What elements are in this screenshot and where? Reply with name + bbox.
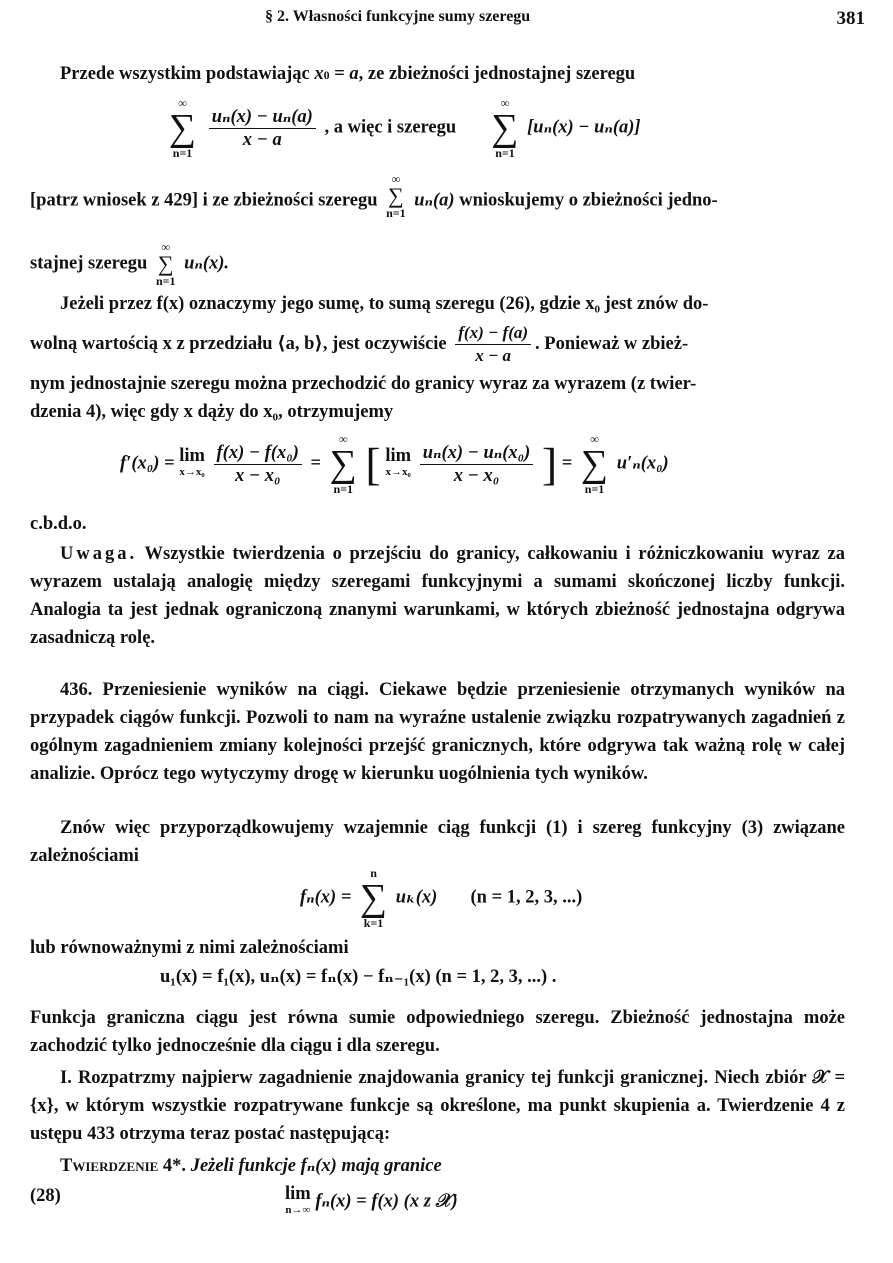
fraction: $\frac{f(x) - f(a)}{x - a}$ [455, 322, 531, 367]
theorem-4-star: Twierdzenie 4*. Jeżeli funkcje fₙ(x) mają granice [60, 1156, 442, 1176]
equation-differences: u₁(x) = f₁(x), uₙ(x) = fₙ(x) − fₙ₋₁(x) (n = 1, 2, 3, ...) . [160, 967, 557, 987]
equation-series-pair: ∞ ∑ n=1 $\frac{\text{uₙ(x) − uₙ(a)}}{x - a}$ , a więc i szeregu ∞ ∑ n=1 [uₙ(x) − uₙ(a)] [169, 96, 641, 160]
fraction: $\frac{\text{uₙ(x) − uₙ(a)}}{x - a}$ [209, 106, 316, 151]
sum-symbol: ∞ ∑ n=1 [169, 96, 197, 160]
paragraph-rozpatrzmy: I. Rozpatrzmy najpierw zagadnienie znajdowania granicy tej funkcji granicznej. Niech zbiór 𝒳 = {x}, w którym wszystkie rozpatrywane funkcje są określone, ma punkt skupienia a. Twierdzenie 4 z ustępu 433 otrzyma teraz postać następującą: [30, 1068, 845, 1144]
fraction: $\frac{\text{f(x) − f(x₀)}}{\text{x − x₀}}$ [214, 442, 302, 487]
paragraph-wniosek: [patrz wniosek z 429] i ze zbieżności szeregu ∞ ∑ n=1 uₙ(a) wnioskujemy o zbieżności jedno- [30, 172, 718, 220]
sum-symbol: ∞ ∑ n=1 [329, 432, 357, 496]
paragraph-suma-line2: wolną wartością x z przedziału ⟨a, b⟩, jest oczywiście $\frac{f(x) - f(a)}{x - a}$ . Ponieważ w zbież- [30, 323, 689, 365]
paragraph-suma-line3: nym jednostajnie szeregu można przechodzić do granicy wyraz za wyrazem (z twier- [30, 374, 697, 394]
limit-operator: lim n→∞ [285, 1184, 311, 1216]
sum-symbol: n ∑ k=1 [360, 866, 388, 930]
paragraph-suma-line4: dzenia 4), więc gdy x dąży do x₀, otrzymujemy [30, 402, 394, 422]
paragraph-intro: Przede wszystkim podstawiając x0 = a, ze zbieżności jednostajnej szeregu [60, 64, 636, 84]
running-header [30, 8, 875, 32]
fraction: $\frac{\text{uₙ(x) − uₙ(x₀)}}{\text{x − x₀}}$ [420, 442, 534, 487]
equation-number: (28) [30, 1186, 61, 1206]
limit-operator: lim x→x₀ [385, 446, 412, 478]
sum-symbol: ∞ ∑ n=1 [581, 432, 609, 496]
paragraph-przyporzadkowanie: Znów więc przyporządkowujemy wzajemnie ciąg funkcji (1) i szereg funkcyjny (3) związane zależnościami [30, 818, 845, 866]
sum-symbol: ∞ ∑ n=1 [155, 240, 176, 288]
paragraph-funkcja-graniczna: Funkcja graniczna ciągu jest równa sumie odpowiedniego szeregu. Zbieżność jednostajna może zachodzić tylko jednocześnie dla ciągu i dla szeregu. [30, 1008, 845, 1056]
paragraph-rownowazne: lub równoważnymi z nimi zależnościami [30, 938, 349, 958]
page: § 2. Własności funkcyjne sumy szeregu 381 Przede wszystkim podstawiając x0 = a, ze zbieżności jednostajnej szeregu ∞ ∑ n=1 $\frac{\text{uₙ(x) − uₙ(a)}}{x - a}$ , a więc i szeregu ∞ ∑ n=1 [uₙ(x) − uₙ(a)] [patrz wniosek z 429] i ze zbieżności szeregu ∞ ∑ n=1 uₙ(a) wnioskujemy o zbieżności jedno- stajnej szeregu ∞ ∑ n=1 uₙ(x). Jeżeli przez f(x) oznaczymy jego sumę, to sumą szeregu (26), gdzie x₀ jest znów do- wolną wartością x z przedziału ⟨a, b⟩, jest oczywiście $\frac{f(x) - f(a)}{x - a}$ . Ponieważ w zbież- nym jednostajnie szeregu można przechodzić do granicy wyraz za wyrazem (z twier- dzenia 4), więc gdy x dąży do x₀, otrzymujemy f′(x₀) = lim x→x₀ $\frac{\text{f(x) − f(x₀)}}{\text{x − x₀}}$ = ∞ ∑ n=1 [ lim x→x₀ $\frac{\text{uₙ(x) − uₙ(x₀)}}{\text{x − x₀}}$ ] = ∞ ∑ n=1 u′ₙ(x₀) c.b.d.o. Uwaga. Wszystkie twierdzenia o przejściu do granicy, całkowaniu i różniczkowaniu wyraz za wyrazem ustalają analogię między szeregami funkcyjnymi a sumami skończonej liczby funkcji. Analogia ta jest jednak ograniczoną znanymi warunkami, w których zbieżność jednostajna odgrywa zasadniczą rolę. 436. Przeniesienie wyników na ciągi. Ciekawe będzie przeniesienie otrzymanych wyników na przypadek ciągów funkcji. Pozwoli to nam na wyraźne ustalenie związku rozpatrywanych zagadnień z ogólnym zagadnieniem zmiany kolejności przejść granicznych, które odgrywa tak ważną rolę w całej analizie. Oprócz tego wytyczymy drogę w kierunku uogólnienia tych wyników. Znów więc przyporządkowujemy wzajemnie ciąg funkcji (1) i szereg funkcyjny (3) związane zależnościami fₙ(x) = n ∑ k=1 uₖ(x) (n = 1, 2, 3, ...) lub równoważnymi z nimi zależnościami u₁(x) = f₁(x), uₙ(x) = fₙ(x) − fₙ₋₁(x) (n = 1, 2, 3, ...) . Funkcja graniczna ciągu jest równa sumie odpowiedniego szeregu. Zbieżność jednostajna może zachodzić tylko jednocześnie dla ciągu i dla szeregu. I. Rozpatrzmy najpierw zagadnienie znajdowania granicy tej funkcji granicznej. Niech zbiór 𝒳 = {x}, w którym wszystkie rozpatrywane funkcje są określone, ma punkt skupienia a. Twierdzenie 4 z ustępu 433 otrzyma teraz postać następującą: Twierdzenie 4*. Jeżeli funkcje fₙ(x) mają granice (28) lim n→∞ fₙ(x) = f(x) (x z 𝒳) [30, 0, 875, 1263]
section-436: 436. Przeniesienie wyników na ciągi. Ciekawe będzie przeniesienie otrzymanych wyników na przypadek ciągów funkcji. Pozwoli to nam na wyraźne ustalenie związku rozpatrywanych zagadnień z ogólnym zagadnieniem zmiany kolejności przejść granicznych, które odgrywa tak ważną rolę w całej analizie. Oprócz tego wytyczymy drogę w kierunku uogólnienia tych wyników. [30, 680, 846, 784]
paragraph-wniosek-cont: stajnej szeregu ∞ ∑ n=1 uₙ(x). [30, 240, 230, 288]
header-title: § 2. Własności funkcyjne sumy szeregu [265, 8, 531, 25]
page-number: 381 [836, 8, 865, 29]
paragraph-suma-line1: Jeżeli przez f(x) oznaczymy jego sumę, to sumą szeregu (26), gdzie x₀ jest znów do- [60, 294, 709, 314]
sum-symbol: ∞ ∑ n=1 [491, 96, 519, 160]
equation-derivative: f′(x₀) = lim x→x₀ $\frac{\text{f(x) − f(x₀)}}{\text{x − x₀}}$ = ∞ ∑ n=1 [ lim x→x₀ $\frac{\text{uₙ(x) − uₙ(x₀)}}{\text{x − x₀}}$ ] = ∞ ∑ n=1 u′ₙ(x₀) [120, 432, 669, 496]
sum-symbol: ∞ ∑ n=1 [386, 172, 406, 220]
cbdo: c.b.d.o. [30, 514, 87, 534]
paragraph-uwaga: Uwaga. Wszystkie twierdzenia o przejściu do granicy, całkowaniu i różniczkowaniu wyraz za wyrazem ustalają analogię między szeregami funkcyjnymi a sumami skończonej liczby funkcji. Analogia ta jest jednak ograniczoną znanymi warunkami, w których zbieżność jednostajna odgrywa zasadniczą rolę. [30, 544, 845, 648]
equation-partial-sums: fₙ(x) = n ∑ k=1 uₖ(x) (n = 1, 2, 3, ...) [300, 866, 583, 930]
limit-operator: lim x→x₀ [179, 446, 205, 478]
